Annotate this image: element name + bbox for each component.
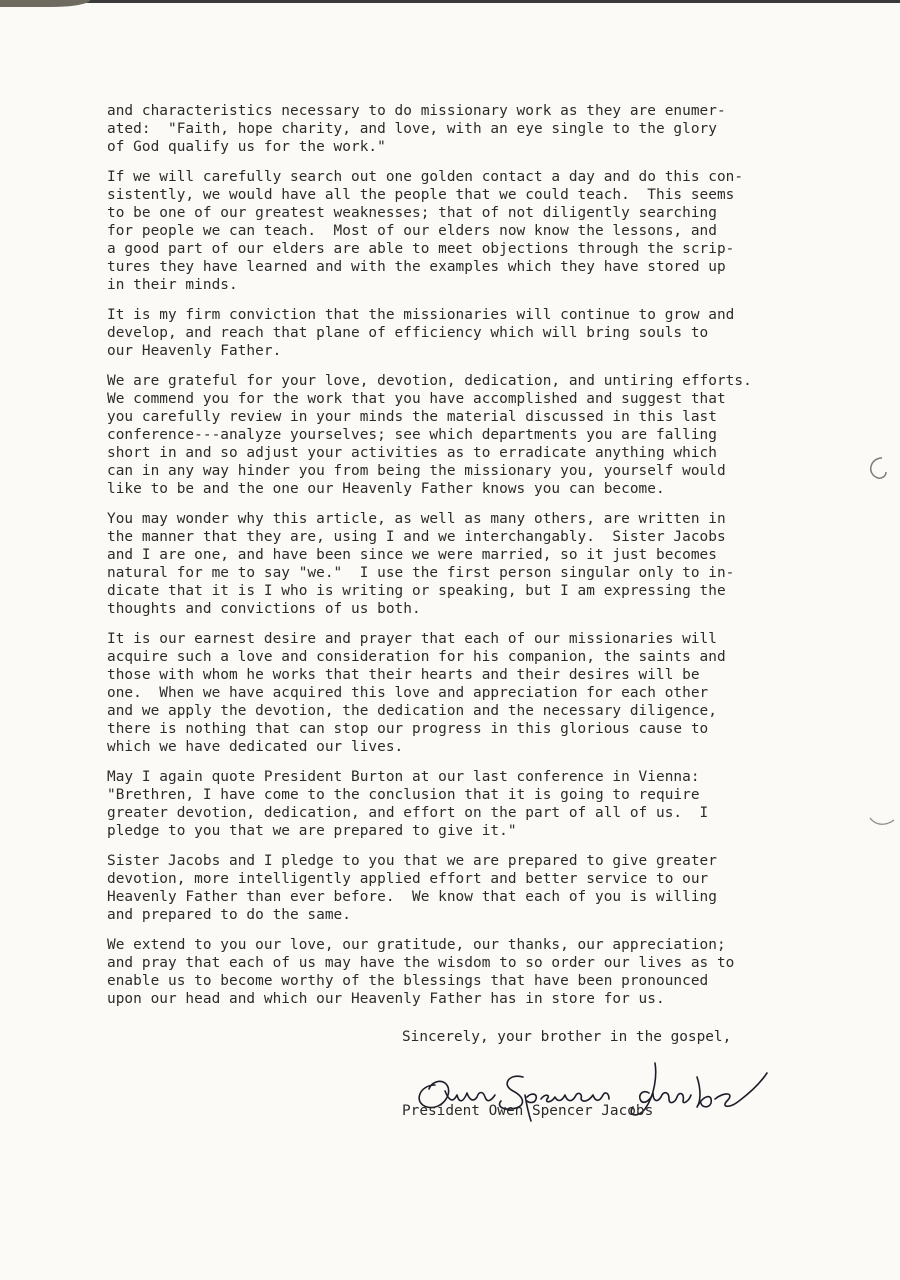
text-line: a good part of our elders are able to meet objections through the scrip- <box>107 241 735 257</box>
text-line: like to be and the one our Heavenly Father knows you can become. <box>107 481 665 497</box>
closing-line: Sincerely, your brother in the gospel, <box>402 1029 732 1045</box>
text-line: and we apply the devotion, the dedication and the necessary diligence, <box>107 703 717 719</box>
letter-paragraph <box>107 372 837 498</box>
page-top-edge <box>0 0 900 3</box>
text-line: those with whom he works that their hearts and their desires will be <box>107 667 700 683</box>
letter-paragraph <box>107 306 837 360</box>
text-line: and characteristics necessary to do missionary work as they are enumer- <box>107 103 726 119</box>
text-line: develop, and reach that plane of efficiency which will bring souls to <box>107 325 709 341</box>
text-line: It is our earnest desire and prayer that each of our missionaries will <box>107 631 717 647</box>
text-line: of God qualify us for the work." <box>107 139 386 155</box>
text-line: devotion, more intelligently applied effort and better service to our <box>107 871 709 887</box>
paper-blemish <box>868 812 898 832</box>
text-line: tures they have learned and with the examples which they have stored up <box>107 259 726 275</box>
text-line: We are grateful for your love, devotion, dedication, and untiring efforts. <box>107 373 752 389</box>
text-line: ated: "Faith, hope charity, and love, with an eye single to the glory <box>107 121 717 137</box>
letter-paragraph <box>107 510 837 618</box>
text-line: greater devotion, dedication, and effort on the part of all of us. I <box>107 805 709 821</box>
letter-paragraph <box>107 102 837 156</box>
text-line: which we have dedicated our lives. <box>107 739 404 755</box>
text-line: May I again quote President Burton at our last conference in Vienna: <box>107 769 700 785</box>
text-line: enable us to become worthy of the blessings that have been pronounced <box>107 973 709 989</box>
text-line: and I are one, and have been since we were married, so it just becomes <box>107 547 717 563</box>
text-line: dicate that it is I who is writing or speaking, but I am expressing the <box>107 583 726 599</box>
letter-paragraph <box>107 852 837 924</box>
text-line: It is my firm conviction that the missionaries will continue to grow and <box>107 307 735 323</box>
text-line: thoughts and convictions of us both. <box>107 601 421 617</box>
text-line: the manner that they are, using I and we interchangably. Sister Jacobs <box>107 529 726 545</box>
text-line: conference---analyze yourselves; see which departments you are falling <box>107 427 717 443</box>
text-line: one. When we have acquired this love and appreciation for each other <box>107 685 709 701</box>
text-line: short in and so adjust your activities as to erradicate anything which <box>107 445 717 461</box>
letter-body <box>107 102 837 1020</box>
text-line: and prepared to do the same. <box>107 907 351 923</box>
text-line: natural for me to say "we." I use the first person singular only to in- <box>107 565 735 581</box>
text-line: there is nothing that can stop our progress in this glorious cause to <box>107 721 709 737</box>
letter-paragraph <box>107 768 837 840</box>
text-line: to be one of our greatest weaknesses; that of not diligently searching <box>107 205 717 221</box>
text-line: upon our head and which our Heavenly Father has in store for us. <box>107 991 665 1007</box>
text-line: sistently, we would have all the people that we could teach. This seems <box>107 187 735 203</box>
letter-paragraph <box>107 936 837 1008</box>
text-line: acquire such a love and consideration for his companion, the saints and <box>107 649 726 665</box>
page-corner-shadow <box>0 0 90 7</box>
text-line: We extend to you our love, our gratitude, our thanks, our appreciation; <box>107 937 726 953</box>
text-line: in their minds. <box>107 277 238 293</box>
text-line: for people we can teach. Most of our elders now know the lessons, and <box>107 223 717 239</box>
text-line: Heavenly Father than ever before. We know that each of you is willing <box>107 889 717 905</box>
letter-paragraph <box>107 168 837 294</box>
text-line: you carefully review in your minds the material discussed in this last <box>107 409 717 425</box>
text-line: pledge to you that we are prepared to give it." <box>107 823 517 839</box>
text-line: and pray that each of us may have the wisdom to so order our lives as to <box>107 955 735 971</box>
text-line: can in any way hinder you from being the missionary you, yourself would <box>107 463 726 479</box>
text-line: Sister Jacobs and I pledge to you that we are prepared to give greater <box>107 853 717 869</box>
text-line: We commend you for the work that you have accomplished and suggest that <box>107 391 726 407</box>
signer-name: President Owen Spencer Jacobs <box>402 1103 654 1119</box>
text-line: If we will carefully search out one golden contact a day and do this con- <box>107 169 744 185</box>
letter-paragraph <box>107 630 837 756</box>
text-line: our Heavenly Father. <box>107 343 282 359</box>
text-line: "Brethren, I have come to the conclusion that it is going to require <box>107 787 700 803</box>
paper-blemish <box>862 452 892 484</box>
text-line: You may wonder why this article, as well as many others, are written in <box>107 511 726 527</box>
